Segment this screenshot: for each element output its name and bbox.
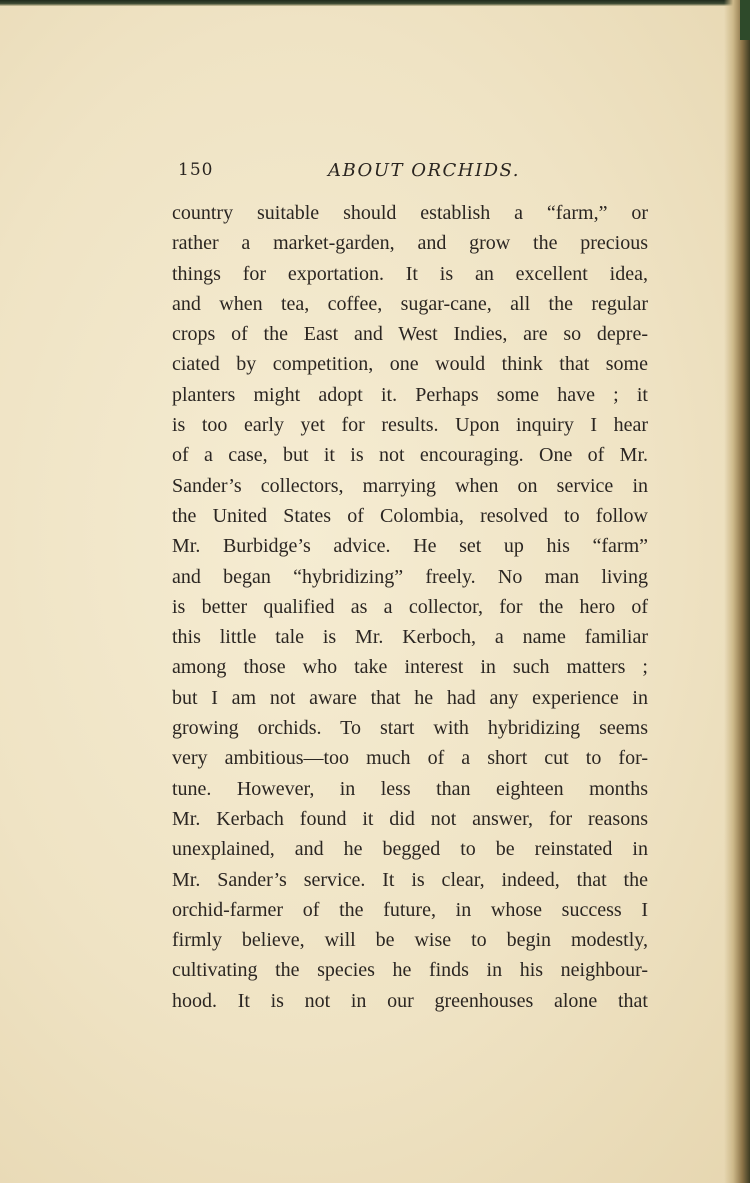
text-line: ciated by competition, one would think that some	[172, 353, 648, 376]
running-title: ABOUT ORCHIDS.	[328, 160, 520, 181]
text-line: of a case, but it is not encouraging. One of Mr.	[172, 444, 648, 467]
page-top-edge	[0, 0, 750, 6]
text-line: tune. However, in less than eighteen months	[172, 777, 648, 800]
text-line: country suitable should establish a “farm,” or	[172, 202, 648, 224]
text-line: among those who take interest in such matters ;	[172, 656, 648, 679]
text-line: Mr. Sander’s service. It is clear, indeed, that the	[172, 868, 648, 891]
text-line: and when tea, coffee, sugar-cane, all the regular	[172, 292, 648, 315]
text-line: is too early yet for results. Upon inquiry I hear	[172, 414, 648, 437]
text-line: is better qualified as a collector, for the hero of	[172, 595, 648, 618]
body-text	[172, 198, 648, 1016]
text-line: hood. It is not in our greenhouses alone that	[172, 989, 648, 1012]
text-line: firmly believe, will be wise to begin modestly,	[172, 929, 648, 952]
text-line: very ambitious—too much of a short cut to for-	[172, 747, 648, 770]
text-line: this little tale is Mr. Kerboch, a name familiar	[172, 626, 648, 649]
page-binding-edge	[724, 0, 750, 1183]
running-head	[178, 160, 638, 190]
text-line: things for exportation. It is an excellent idea,	[172, 262, 648, 285]
text-line: but I am not aware that he had any experience in	[172, 686, 648, 709]
text-line: Mr. Kerbach found it did not answer, for reasons	[172, 807, 648, 830]
text-line: and began “hybridizing” freely. No man living	[172, 565, 648, 588]
text-line: cultivating the species he finds in his neighbour-	[172, 959, 648, 982]
page-number: 150	[178, 160, 214, 180]
cover-corner	[740, 0, 750, 40]
text-line: unexplained, and he begged to be reinstated in	[172, 838, 648, 861]
text-line: the United States of Colombia, resolved to follow	[172, 504, 648, 527]
text-line: growing orchids. To start with hybridizing seems	[172, 717, 648, 740]
text-line: crops of the East and West Indies, are so depre-	[172, 323, 648, 346]
text-line: Mr. Burbidge’s advice. He set up his “farm”	[172, 535, 648, 558]
text-line: orchid-farmer of the future, in whose success I	[172, 898, 648, 921]
text-line: Sander’s collectors, marrying when on service in	[172, 474, 648, 497]
text-line: planters might adopt it. Perhaps some have ; it	[172, 383, 648, 406]
text-line: rather a market-garden, and grow the precious	[172, 232, 648, 255]
